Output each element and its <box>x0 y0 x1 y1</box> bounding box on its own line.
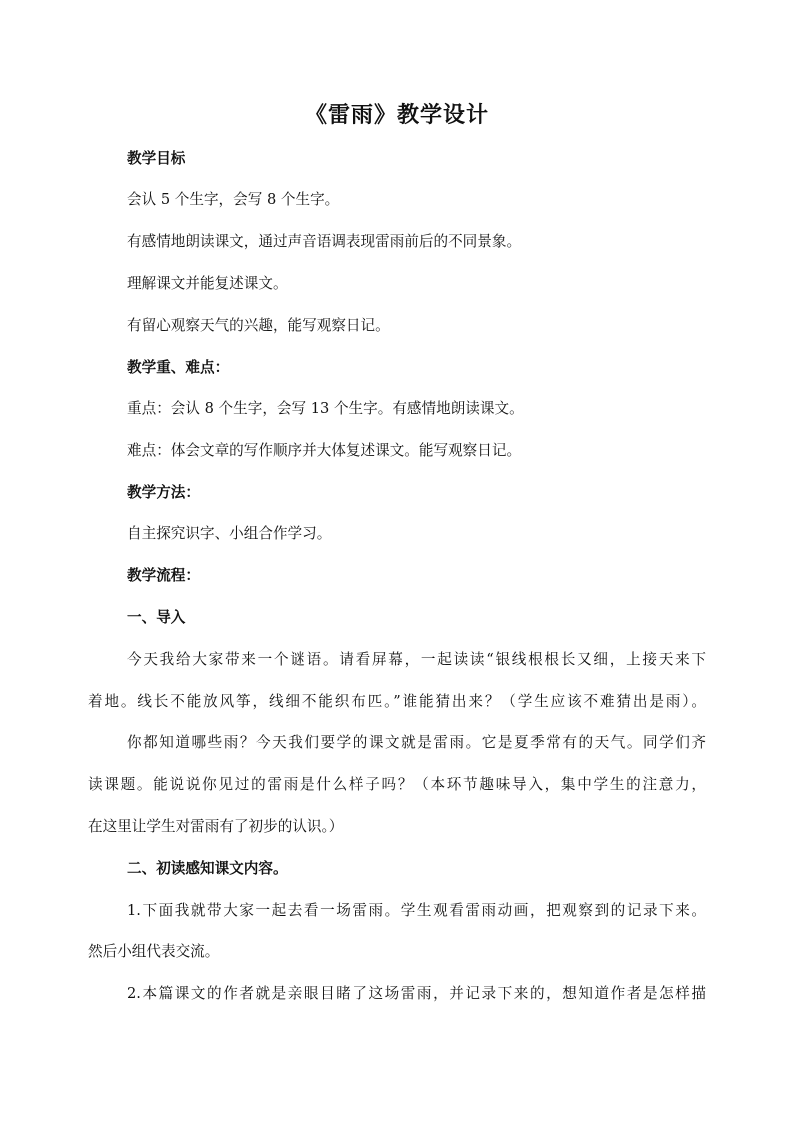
paragraph-line: 2.本篇课文的作者就是亲眼目睹了这场雷雨，并记录下来的，想知道作者是怎样描 <box>127 985 706 1002</box>
paragraph-line: 今天我给大家带来一个谜语。请看屏幕，一起读读“银线根根长又细，上接天来下 <box>127 651 706 668</box>
key-point-difficulty: 难点：体会文章的写作顺序并大体复述课文。能写观察日记。 <box>127 442 522 459</box>
paragraph-line: 然后小组代表交流。 <box>88 943 220 960</box>
methods-text: 自主探究识字、小组合作学习。 <box>127 525 332 542</box>
paragraph-line: 读课题。能说说你见过的雷雨是什么样子吗？（本环节趣味导入，集中学生的注意力， <box>88 776 706 793</box>
methods-heading: 教学方法： <box>127 484 200 501</box>
section-heading: 二、初读感知课文内容。 <box>127 860 288 877</box>
paragraph-line: 着地。线长不能放风筝，线细不能织布匹。”谁能猜出来？（学生应该不难猜出是雨）。 <box>88 693 706 710</box>
paragraph-line: 1.下面我就带大家一起去看一场雷雨。学生观看雷雨动画，把观察到的记录下来。 <box>127 902 706 919</box>
process-heading: 教学流程： <box>127 567 200 584</box>
paragraph-line: 在这里让学生对雷雨有了初步的认识。） <box>88 818 344 835</box>
objective-item: 理解课文并能复述课文。 <box>127 275 288 292</box>
document-title: 《雷雨》教学设计 <box>304 103 489 128</box>
objective-item: 有感情地朗读课文，通过声音语调表现雷雨前后的不同景象。 <box>127 233 522 250</box>
objective-item: 有留心观察天气的兴趣，能写观察日记。 <box>127 317 390 334</box>
objective-item: 会认 5 个生字，会写 8 个生字。 <box>127 191 340 208</box>
key-points-heading: 教学重、难点： <box>127 359 230 376</box>
section-heading: 一、导入 <box>127 609 186 626</box>
key-point-focus: 重点：会认 8 个生字，会写 13 个生字。有感情地朗读课文。 <box>127 400 524 417</box>
paragraph-line: 你都知道哪些雨？今天我们要学的课文就是雷雨。它是夏季常有的天气。同学们齐 <box>127 734 706 751</box>
objectives-heading: 教学目标 <box>127 150 186 167</box>
